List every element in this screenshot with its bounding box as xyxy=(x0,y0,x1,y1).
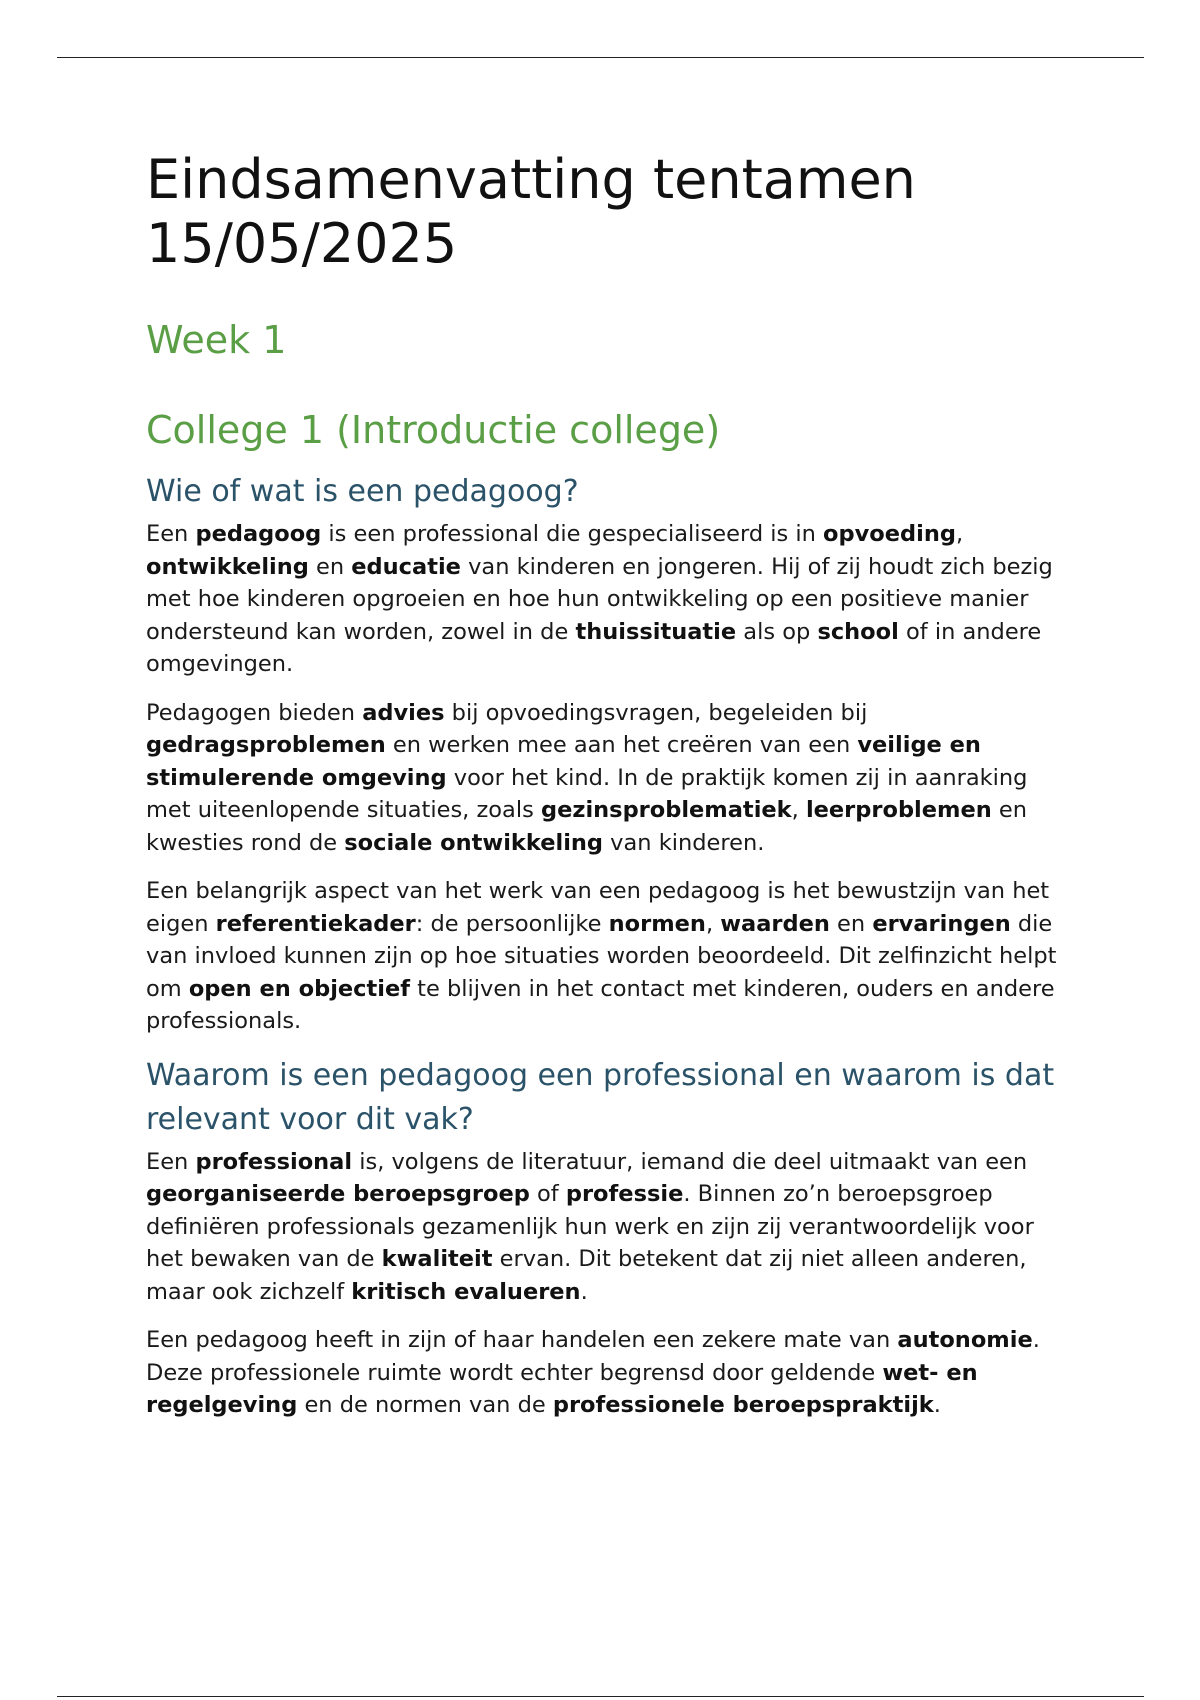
bold-term: gedragsproblemen xyxy=(146,732,386,758)
paragraph xyxy=(146,697,1066,860)
bold-term: gezinsproblematiek xyxy=(540,797,792,823)
bold-term: ontwikkeling xyxy=(146,553,309,580)
text-run: bij opvoedingsvragen, begeleiden bij xyxy=(444,699,868,726)
text-run: te blijven in het contact met kinderen, ouders en andere professionals. xyxy=(146,975,1055,1034)
section-heading: Wie of wat is een pedagoog? xyxy=(146,474,579,509)
document-title-line-1: Eindsamenvatting tentamen xyxy=(146,148,916,211)
bold-term: waarden xyxy=(720,910,830,937)
college-heading: College 1 (Introductie college) xyxy=(146,408,721,452)
text-run: of xyxy=(529,1181,566,1207)
bold-term: open en objectief xyxy=(188,975,411,1002)
text-run: die van invloed kunnen zijn op hoe situaties worden beoordeeld. Dit zelfinzicht helpt om xyxy=(146,910,1057,1002)
text-run: . Deze professionele ruimte wordt echter begrensd door geldende xyxy=(146,1327,1040,1386)
section-waarom-professional xyxy=(146,1054,1066,1422)
document-title-line-2: 15/05/2025 xyxy=(146,212,458,275)
text-run: , xyxy=(791,797,806,823)
text-run: Een pedagoog heeft in zijn of haar handelen een zekere mate van xyxy=(146,1327,898,1353)
section-heading: Waarom is een pedagoog een professional en waarom is dat relevant voor dit vak? xyxy=(146,1057,1055,1137)
bold-term: wet- en regelgeving xyxy=(146,1359,978,1418)
week-heading: Week 1 xyxy=(146,318,287,362)
bold-term: kwaliteit xyxy=(381,1246,493,1272)
bold-term: normen xyxy=(608,910,706,937)
text-run: als op xyxy=(736,618,818,645)
paragraph xyxy=(146,875,1066,1038)
bold-term: veilige en stimulerende omgeving xyxy=(146,732,981,791)
bold-term: pedagoog xyxy=(195,521,322,547)
bold-term: sociale ontwikkeling xyxy=(344,829,604,856)
text-run: is, volgens de literatuur, iemand die deel uitmaakt van een xyxy=(352,1148,1028,1175)
bold-term: thuissituatie xyxy=(575,618,737,645)
bold-term: professional xyxy=(195,1148,353,1175)
text-run: en xyxy=(829,910,873,937)
text-run: ervan. Dit betekent dat zij niet alleen anderen, maar ook zichzelf xyxy=(146,1246,1027,1305)
bold-term: kritisch evalueren xyxy=(351,1278,581,1305)
bold-term: school xyxy=(817,618,899,645)
bold-term: leerproblemen xyxy=(805,797,992,823)
bold-term: advies xyxy=(362,699,445,726)
text-run: en de normen van de xyxy=(297,1392,553,1418)
bold-term: opvoeding xyxy=(823,521,956,547)
document-title xyxy=(146,148,1066,276)
header-rule xyxy=(57,57,1144,58)
text-run: Een belangrijk aspect van het werk van een pedagoog is het bewustzijn van het eigen xyxy=(146,878,1050,937)
text-run: : de persoonlijke xyxy=(415,910,609,937)
text-run: of in andere omgevingen. xyxy=(146,618,1042,677)
paragraph xyxy=(146,1146,1066,1309)
text-run: , xyxy=(705,910,721,937)
paragraph xyxy=(146,518,1066,681)
bold-term: ervaringen xyxy=(872,910,1011,937)
bold-term: georganiseerde beroepsgroep xyxy=(146,1181,530,1207)
bold-term: educatie xyxy=(351,553,461,580)
text-run: voor het kind. In de praktijk komen zij in aanraking met uiteenlopende situaties, zoals xyxy=(146,764,1028,823)
document-body xyxy=(146,148,1066,1438)
text-run: van kinderen en jongeren. Hij of zij houdt zich bezig met hoe kinderen opgroeien en hoe hun ontwikkeling op een positieve manier ondersteund kan worden, zowel in de xyxy=(146,553,1053,645)
text-run: . xyxy=(580,1278,588,1305)
text-run: Een xyxy=(146,521,196,547)
bold-term: autonomie xyxy=(897,1327,1033,1353)
footer-rule xyxy=(57,1696,1144,1697)
section-wie-of-wat xyxy=(146,470,1066,1038)
bold-term: referentiekader xyxy=(215,910,416,937)
bold-term: professionele beroepspraktijk xyxy=(552,1392,934,1418)
text-run: . xyxy=(933,1392,941,1418)
text-run: en werken mee aan het creëren van een xyxy=(385,732,858,758)
paragraph xyxy=(146,1324,1066,1422)
text-run: en xyxy=(308,553,352,580)
text-run: Pedagogen bieden xyxy=(146,699,363,726)
text-run: . Binnen zo’n beroepsgroep definiëren professionals gezamenlijk hun werk en zijn zij verantwoordelijk voor het bewaken van de xyxy=(146,1181,1034,1272)
text-run: en kwesties rond de xyxy=(146,797,1028,856)
text-run: van kinderen. xyxy=(603,829,765,856)
text-run: Een xyxy=(146,1148,196,1175)
text-run: , xyxy=(955,521,964,547)
text-run: is een professional die gespecialiseerd is in xyxy=(321,521,824,547)
bold-term: professie xyxy=(565,1181,684,1207)
